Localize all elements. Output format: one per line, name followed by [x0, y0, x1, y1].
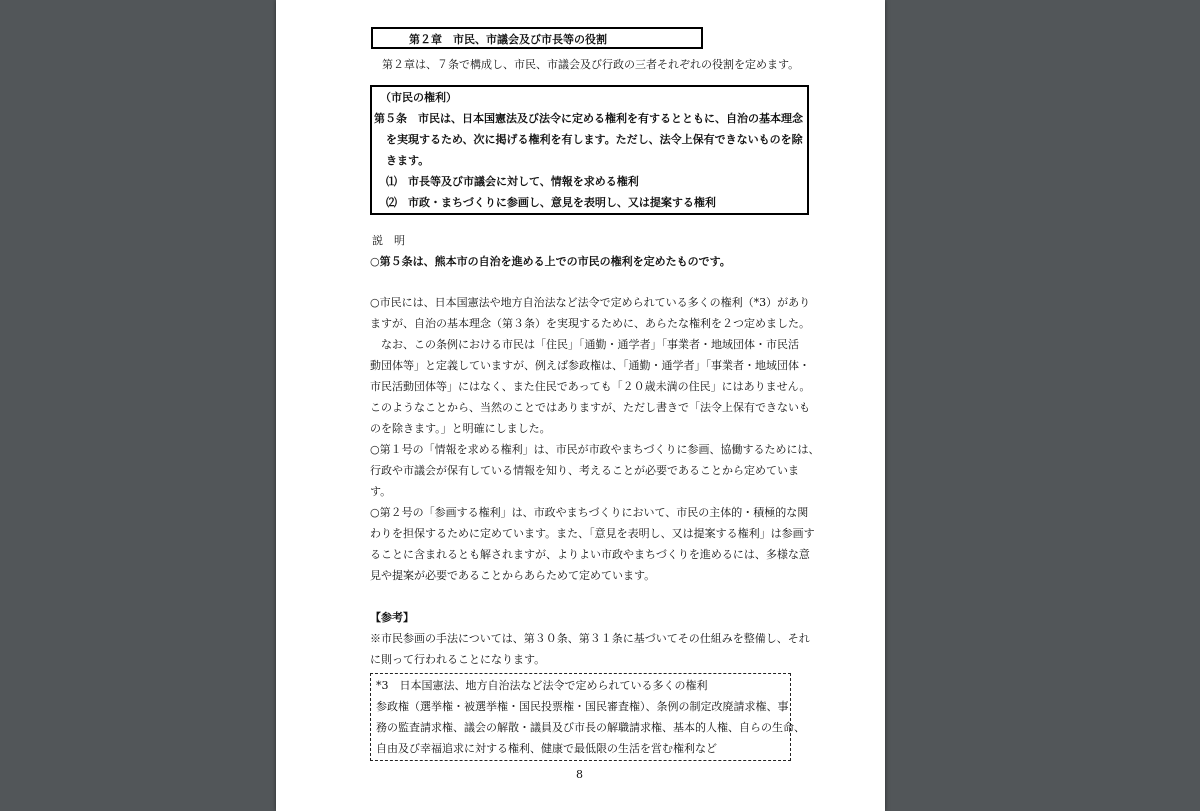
explanation-line: ますが、自治の基本理念（第３条）を実現するために、あらたな権利を２つ定めました。: [370, 317, 810, 330]
explanation-line: このようなことから、当然のことではありますが、ただし書きで「法令上保有できないも: [370, 401, 810, 414]
chapter-title: 第２章 市民、市議会及び市長等の役割: [371, 27, 703, 49]
article-caption: （市民の権利）: [380, 91, 457, 104]
footnote-line: 務の監査請求権、議会の解散・議員及び市長の解職請求権、基本的人権、自らの生命、: [376, 721, 805, 734]
reference-line: に則って行われることになります。: [370, 653, 546, 666]
explanation-line: ○第１号の「情報を求める権利」は、市民が市政やまちづくりに参画、協働するためには、: [370, 443, 820, 456]
footnote-title: *3 日本国憲法、地方自治法など法令で定められている多くの権利: [376, 679, 708, 692]
article-line: を実現するため、次に掲げる権利を有します。ただし、法令上保有できないものを除: [386, 133, 803, 146]
explanation-heading: 説 明: [372, 234, 405, 247]
article-item-2: ⑵ 市政・まちづくりに参画し、意見を表明し、又は提案する権利: [386, 196, 716, 209]
chapter-intro: 第２章は、７条で構成し、市民、市議会及び行政の三者それぞれの役割を定めます。: [382, 58, 800, 71]
explanation-line: す。: [370, 485, 392, 498]
article-line: 第５条 市民は、日本国憲法及び法令に定める権利を有するとともに、自治の基本理念: [374, 112, 803, 125]
reference-heading: 【参考】: [370, 611, 414, 624]
explanation-line: ○市民には、日本国憲法や地方自治法など法令で定められている多くの権利（*3）があり: [370, 296, 811, 309]
reference-line: ※市民参画の手法については、第３０条、第３１条に基づいてその仕組みを整備し、それ: [370, 632, 810, 645]
article-item-1: ⑴ 市長等及び市議会に対して、情報を求める権利: [386, 175, 639, 188]
explanation-line: わりを担保するために定めています。また、「意見を表明し、又は提案する権利」は参画す: [370, 527, 815, 540]
explanation-line: 市民活動団体等」にはなく、また住民であっても「２０歳未満の住民」にはありません。: [370, 380, 811, 393]
explanation-line: 動団体等」と定義していますが、例えば参政権は、「通勤・通学者」「事業者・地域団体・: [370, 359, 810, 372]
explanation-line: 行政や市議会が保有している情報を知り、考えることが必要であることから定めていま: [370, 464, 799, 477]
article-line: きます。: [386, 154, 430, 167]
page-number: 8: [576, 768, 583, 781]
footnote-line: 自由及び幸福追求に対する権利、健康で最低限の生活を営む権利など: [376, 742, 717, 755]
explanation-summary: ○第５条は、熊本市の自治を進める上での市民の権利を定めたものです。: [370, 255, 731, 268]
explanation-line: 見や提案が必要であることからあらためて定めています。: [370, 569, 656, 582]
document-page: [276, 0, 885, 811]
explanation-line: のを除きます。」と明確にしました。: [370, 422, 551, 435]
explanation-line: なお、この条例における市民は「住民」「通勤・通学者」「事業者・地域団体・市民活: [370, 338, 799, 351]
explanation-line: ○第２号の「参画する権利」は、市政やまちづくりにおいて、市民の主体的・積極的な関: [370, 506, 809, 519]
explanation-line: ることに含まれるとも解されますが、よりよい市政やまちづくりを進めるには、多様な意: [370, 548, 810, 561]
footnote-line: 参政権（選挙権・被選挙権・国民投票権・国民審査権）、条例の制定改廃請求権、事: [376, 700, 789, 713]
